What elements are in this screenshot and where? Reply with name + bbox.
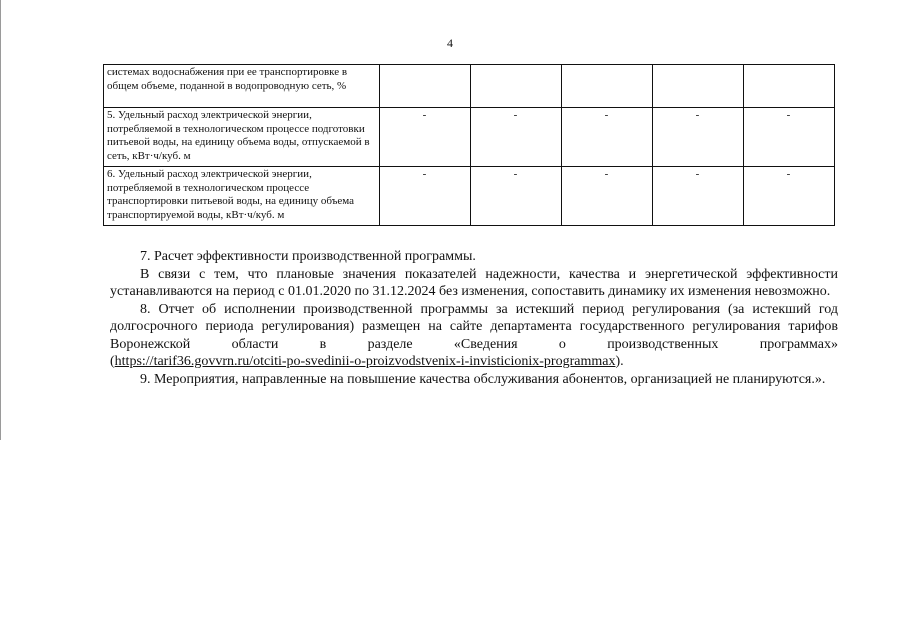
indicator-value: - <box>562 108 653 167</box>
indicator-value: - <box>562 167 653 226</box>
table-row <box>104 65 835 108</box>
indicator-value <box>471 65 562 108</box>
indicator-value: - <box>380 108 471 167</box>
page-number: 4 <box>447 36 453 50</box>
indicator-value <box>562 65 653 108</box>
indicator-value: - <box>471 167 562 226</box>
link-close-paren: ). <box>615 354 624 369</box>
paragraph-7-heading: 7. Расчет эффективности производственной программы. <box>140 249 476 264</box>
indicator-label: системах водоснабжения при ее транспортировке в общем объеме, поданной в водопроводную сеть, % <box>104 65 380 108</box>
indicator-value: - <box>380 167 471 226</box>
indicator-value: - <box>744 167 835 226</box>
paragraph-9-text: 9. Мероприятия, направленные на повышение качества обслуживания абонентов, организацией не планируются.». <box>140 371 826 387</box>
table-row <box>104 108 835 167</box>
indicators-table <box>103 64 835 226</box>
document-body <box>110 248 838 388</box>
paragraph-8-text: 8. Отчет об исполнении производственной программы за истекший период регулирования (за истекший год долгосрочного периода регулирования) размещен на сайте департамента государственного регулирования тарифов Воронежской области в разделе «Сведения о производственных программах» <box>110 301 838 352</box>
indicator-value: - <box>471 108 562 167</box>
page-left-edge <box>0 0 1 440</box>
indicator-label: 5. Удельный расход электрической энергии, потребляемой в технологическом процессе подготовки питьевой воды, на единицу объема воды, отпускаемой в сеть, кВт·ч/куб. м <box>104 108 380 167</box>
indicator-value: - <box>744 108 835 167</box>
programs-report-link[interactable]: https://tarif36.govvrn.ru/otciti-po-svedinii-o-proizvodstvenix-i-invisticionix-programmax <box>114 354 616 369</box>
table-row <box>104 167 835 226</box>
indicator-value: - <box>653 108 744 167</box>
indicator-value <box>653 65 744 108</box>
link-open-paren: ( <box>110 354 115 369</box>
paragraph-7-text: В связи с тем, что плановые значения показателей надежности, качества и энергетической эффективности устанавливаются на период с 01.01.2020 по 31.12.2024 без изменения, сопоставить динамику их изменения невозможно. <box>110 266 838 299</box>
indicator-value <box>744 65 835 108</box>
indicator-value: - <box>653 167 744 226</box>
indicator-value <box>380 65 471 108</box>
paragraph-8-link-line <box>110 353 838 371</box>
indicator-label: 6. Удельный расход электрической энергии, потребляемой в технологическом процессе транспортировки питьевой воды, на единицу объема транспортируемой воды, кВт·ч/куб. м <box>104 167 380 226</box>
